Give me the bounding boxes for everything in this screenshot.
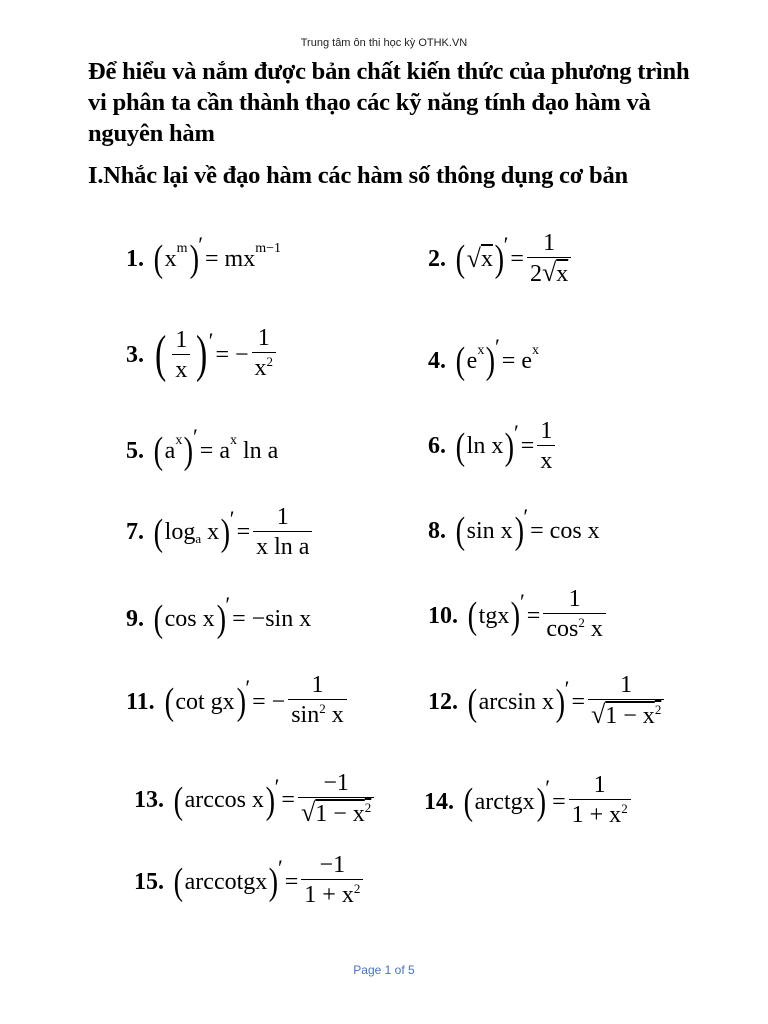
fraction-denominator: $\cos^2 x$	[543, 613, 606, 646]
intro-paragraph: Để hiểu và nắm được bản chất kiến thức của phương trình vi phân ta cần thành thạo các kỹ năng tính đạo hàm và nguyên hàm	[88, 58, 690, 147]
formula-11: 11. ( cot gx ) ′ = − $\frac{1}{\sin^2 x}$	[126, 672, 350, 732]
formula-number: 12.	[428, 689, 458, 715]
formula-2: 2. ( √ x ) ′ = $\frac{1}{2√x}$	[428, 230, 574, 288]
formula-eq: =	[284, 868, 299, 895]
fraction	[298, 770, 374, 831]
formula-lhs: arccos x	[184, 787, 264, 813]
fraction	[288, 672, 347, 732]
formula-number: 15.	[134, 868, 164, 895]
formula-exponent: x	[477, 343, 485, 358]
formula-number: 5.	[126, 437, 144, 464]
formula-eq: = a	[199, 437, 230, 464]
formula-lhs: arccotgx	[184, 868, 268, 895]
fraction-denominator: $√1 - x^2$	[298, 797, 374, 831]
formula-lhs: arctgx	[474, 788, 535, 815]
formula-lhs: ln x	[466, 433, 504, 459]
section-title: I.Nhắc lại về đạo hàm các hàm số thông dụng cơ bản	[88, 162, 628, 189]
formula-lhs: cot gx	[175, 688, 235, 715]
formula-eq: = −	[215, 341, 249, 368]
fraction-numerator: 1	[620, 672, 633, 698]
formula-number: 13.	[134, 787, 164, 813]
formula-number: 9.	[126, 605, 144, 632]
formula-lhs: cos x	[164, 605, 215, 632]
formula-number: 1.	[126, 245, 144, 272]
fraction	[252, 325, 277, 385]
formula-lhs: tgx	[478, 602, 510, 629]
formula-13: 13. ( arccos x ) ′ = $\frac{-1}{√1 - x^2}$	[134, 770, 377, 831]
fraction-numerator: 1	[540, 418, 553, 444]
fraction-denominator: $1 + x^2$	[569, 799, 631, 832]
formula-lhs: arcsin x	[478, 689, 554, 715]
fraction-denominator: 2√x	[527, 257, 571, 288]
formula-log-base: a	[195, 530, 202, 546]
fraction	[172, 327, 190, 384]
formula-number: 2.	[428, 245, 446, 272]
fraction-denominator: x	[537, 445, 555, 475]
page-header: Trung tâm ôn thi học kỳ OTHK.VN	[300, 37, 468, 49]
fraction-numerator: 1	[257, 325, 270, 351]
fraction	[543, 586, 606, 646]
fraction-denominator: $√1 - x^2$	[588, 699, 664, 733]
formula-eq: =	[552, 788, 566, 815]
formula-number: 4.	[428, 347, 446, 374]
fraction	[537, 418, 555, 475]
formula-eq: =	[281, 787, 295, 813]
formula-rhs-exponent: x	[531, 343, 539, 358]
fraction	[527, 230, 571, 288]
fraction-numerator: 1	[311, 672, 324, 698]
fraction	[253, 504, 312, 561]
formula-number: 10.	[428, 602, 458, 629]
fraction-numerator: 1	[593, 772, 606, 798]
formula-eq: =	[510, 245, 524, 272]
formula-lhs: sin x	[466, 517, 513, 544]
formula-number: 14.	[424, 788, 454, 815]
formula-number: 11.	[126, 688, 155, 715]
formula-eq: = e	[501, 347, 532, 374]
fraction-numerator: −1	[319, 852, 346, 878]
formula-number: 7.	[126, 519, 144, 545]
fraction-denominator: x	[172, 354, 190, 384]
formula-eq: =	[571, 689, 585, 715]
formula-eq: =	[236, 519, 251, 545]
formula-5: 5. ( a x ) ′ = a x ln a	[126, 424, 279, 472]
fraction	[588, 672, 664, 733]
fraction-denominator: $x^2$	[252, 352, 277, 385]
formula-10: 10. ( tgx ) ′ = $\frac{1}{\cos^2 x}$	[428, 586, 609, 646]
formula-number: 6.	[428, 433, 446, 459]
formula-arg: x	[201, 519, 220, 545]
fraction-numerator: 1	[276, 504, 289, 530]
formula-rhs: = mx	[205, 245, 256, 272]
formula-rhs-tail: ln a	[236, 437, 279, 464]
formula-6: 6. ( ln x ) ′ = $\frac{1}{x}$	[428, 418, 558, 475]
formula-eq: =	[526, 602, 541, 629]
fraction-numerator: 1	[568, 586, 581, 612]
formula-base: x	[164, 245, 177, 272]
formula-log: log	[164, 519, 196, 545]
formula-exponent: x	[175, 433, 183, 448]
formula-eq: = −	[252, 688, 286, 715]
formula-exponent: m	[176, 241, 188, 256]
formula-7: 7. ( log a x ) ′ = $\frac{1}{\text{x ln a}}$	[126, 504, 315, 561]
formula-15: 15. ( arccotgx ) ′ = $\frac{-1}{1 + x^2}$	[134, 852, 366, 912]
formula-arg: x	[480, 245, 493, 272]
formula-12: 12. ( arcsin x ) ′ = $\frac{1}{√1 - x^2}$	[428, 672, 667, 733]
formula-1: 1. ( x m ) ′ = mx m−1	[126, 232, 282, 280]
formula-number: 8.	[428, 517, 446, 544]
fraction-denominator: $1 + x^2$	[301, 879, 363, 912]
formula-9: 9. ( cos x ) ′ = −sin x	[126, 592, 312, 640]
formula-rhs-exponent: m−1	[255, 241, 282, 256]
formula-eq: =	[520, 433, 535, 459]
formula-base: a	[164, 437, 176, 464]
fraction-denominator: x ln a	[253, 531, 312, 561]
formula-3: 3. ( $\frac{1}{x}$ ) ′ = − $\frac{1}{x^2}$	[126, 325, 279, 385]
fraction-numerator: −1	[323, 770, 349, 796]
formula-base: e	[466, 347, 478, 374]
formula-rhs: = −sin x	[232, 605, 312, 632]
formula-rhs-exponent: x	[229, 433, 237, 448]
formula-8: 8. ( sin x ) ′ = cos x	[428, 504, 600, 552]
fraction-numerator: 1	[175, 326, 188, 353]
formula-number: 3.	[126, 341, 144, 368]
fraction-denominator: $\sin^2 x$	[288, 699, 347, 732]
fraction	[301, 852, 363, 912]
formula-4: 4. ( e x ) ′ = e x	[428, 334, 539, 382]
fraction-numerator: 1	[543, 230, 556, 256]
fraction	[569, 772, 631, 832]
formula-14: 14. ( arctgx ) ′ = $\frac{1}{1 + x^2}$	[424, 772, 634, 832]
formula-rhs: = cos x	[530, 517, 600, 544]
page-number: Page 1 of 5	[353, 963, 415, 977]
